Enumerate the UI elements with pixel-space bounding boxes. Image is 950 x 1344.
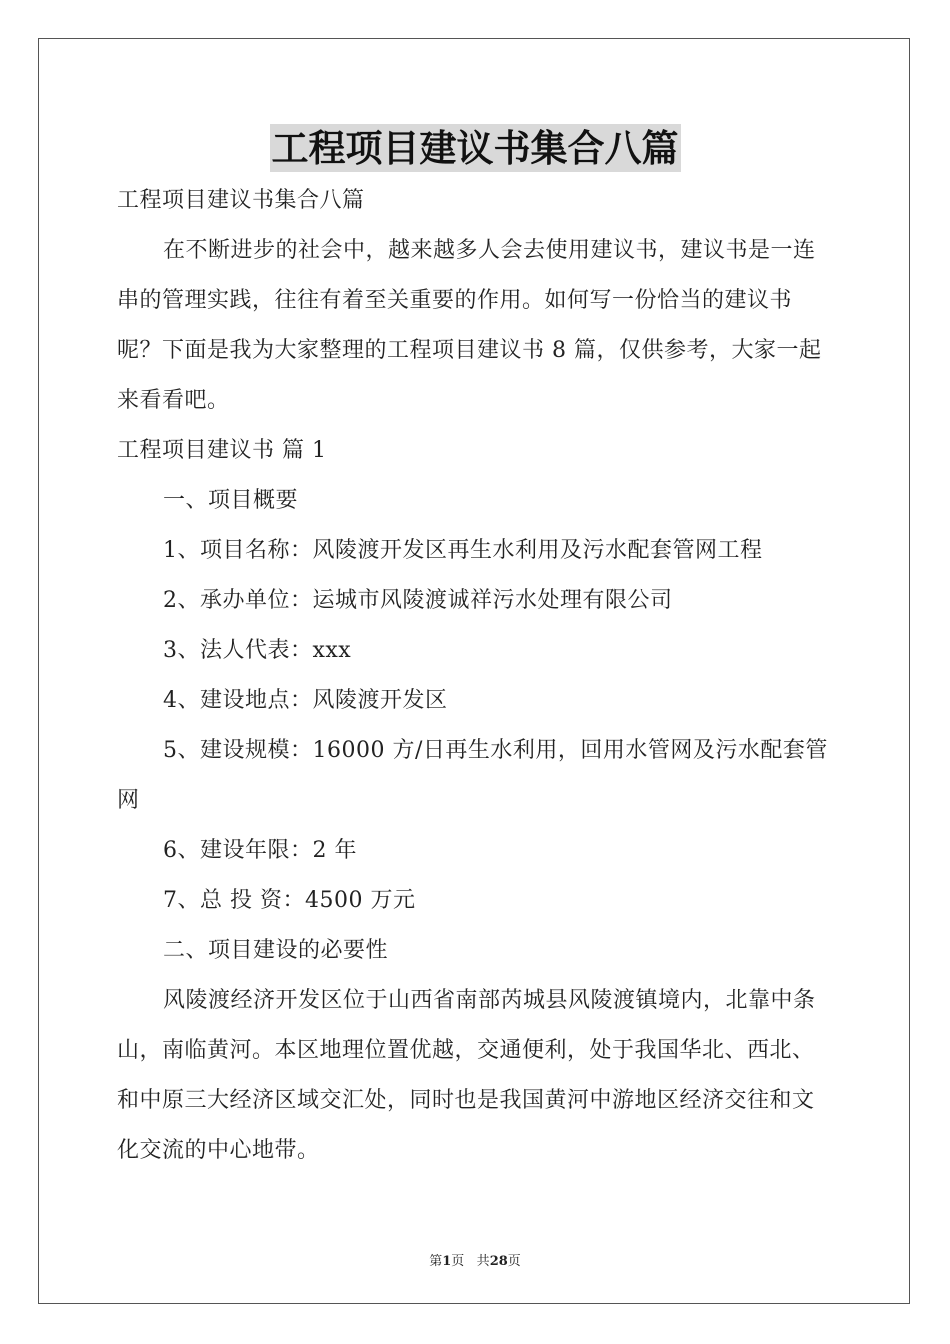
item-contractor: 2、承办单位：运城市风陵渡诚祥污水处理有限公司 <box>163 588 673 613</box>
footer-page-number: 1 <box>442 1254 452 1269</box>
heading-project-overview: 一、项目概要 <box>163 488 299 513</box>
section-heading-part1: 工程项目建议书 篇 1 <box>117 438 327 463</box>
document-title: 工程项目建议书集合八篇 <box>271 126 679 170</box>
footer-page-prefix: 第 <box>429 1254 443 1269</box>
page-footer <box>0 1250 950 1269</box>
footer-total-prefix: 共 <box>476 1254 490 1269</box>
necessity-paragraph: 风陵渡经济开发区位于山西省南部芮城县风陵渡镇境内，北靠中条山，南临黄河。本区地理位置优越，交通便利，处于我国华北、西北、和中原三大经济区域交汇处，同时也是我国黄河中游地区经济交往和文化交流的中心地带。 <box>117 988 816 1163</box>
item-location: 4、建设地点：风陵渡开发区 <box>163 688 448 713</box>
document-body <box>117 176 835 1176</box>
item-duration: 6、建设年限：2 年 <box>163 838 357 863</box>
footer-page-suffix: 页 <box>451 1254 465 1269</box>
item-project-name: 1、项目名称：风陵渡开发区再生水利用及污水配套管网工程 <box>163 538 763 563</box>
footer-total-suffix: 页 <box>507 1254 521 1269</box>
subtitle-line: 工程项目建议书集合八篇 <box>117 188 365 213</box>
intro-paragraph: 在不断进步的社会中，越来越多人会去使用建议书，建议书是一连串的管理实践，往往有着至关重要的作用。如何写一份恰当的建议书呢？下面是我为大家整理的工程项目建议书 8 篇，仅供参考，大家一起来看看吧。 <box>117 238 822 413</box>
item-investment: 7、总 投 资：4500 万元 <box>163 888 416 913</box>
title-container <box>0 124 950 172</box>
heading-necessity: 二、项目建设的必要性 <box>163 938 389 963</box>
item-legal-representative: 3、法人代表：xxx <box>163 638 352 663</box>
footer-total-pages: 28 <box>489 1254 508 1269</box>
item-scale: 5、建设规模：16000 方/日再生水利用，回用水管网及污水配套管网 <box>117 738 828 813</box>
